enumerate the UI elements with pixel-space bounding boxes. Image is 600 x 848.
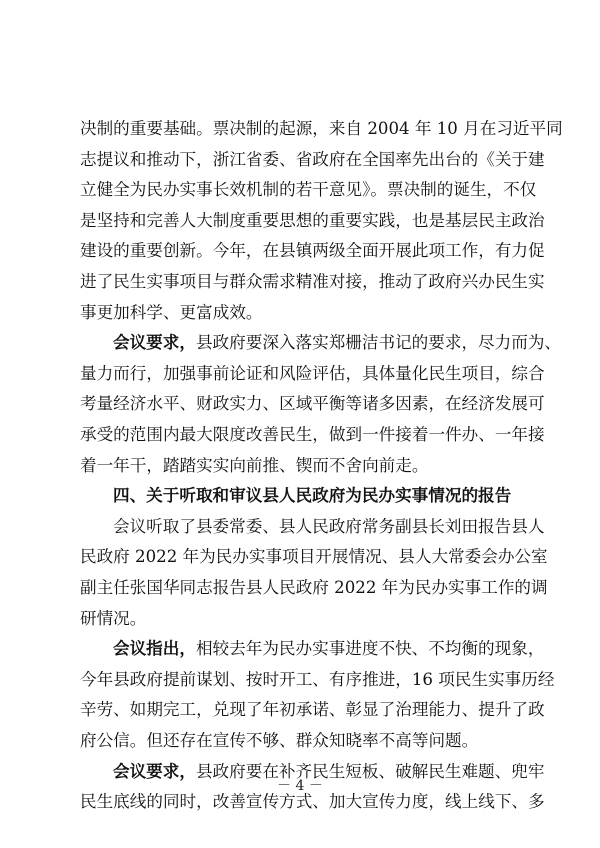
paragraph-text: 县政府要深入落实郑栅洁书记的要求，尽力而为、: [195, 333, 562, 353]
section-heading: 四、关于听取和审议县人民政府为民办实事情况的报告: [113, 486, 512, 506]
paragraph-lead: 会议要求，: [113, 333, 196, 353]
paragraph-line: 是坚持和完善人大制度重要思想的重要实践，也是基层民主政治: [80, 210, 545, 230]
paragraph-first-line: [80, 328, 562, 358]
paragraph-line: 量力而行，加强事前论证和风险评估，具体量化民生项目，综合: [80, 363, 545, 383]
paragraph-line: 考量经济水平、财政实力、区域平衡等诸多因素，在经济发展可: [80, 394, 545, 414]
paragraph-line: 立健全为民办实事长效机制的若干意见》。票决制的诞生，不仅: [80, 180, 537, 200]
paragraph-line: 民政府 2022 年为民办实事项目开展情况、县人大常委会办公室: [80, 547, 548, 567]
paragraph-line: 研情况。: [80, 608, 147, 628]
paragraph-line: 志提议和推动下，浙江省委、省政府在全国率先出台的《关于建: [80, 149, 545, 169]
paragraph-line: 承受的范围内最大限度改善民生，做到一件接着一件办、一年接: [80, 425, 545, 444]
paragraph-line: 府公信。但还存在宣传不够、群众知晓率不高等问题。: [80, 731, 479, 750]
paragraph-line: 会议听取了县委常委、县人民政府常务副县长刘田报告县人: [113, 516, 545, 536]
page-number: － 4 －: [277, 778, 323, 794]
paragraph-first-line: [80, 757, 545, 787]
paragraph-line: 副主任张国华同志报告县人民政府 2022 年为民办实事工作的调: [80, 578, 548, 597]
paragraph-line: 进了民生实事项目与群众需求精准对接，推动了政府兴办民生实: [80, 272, 545, 291]
paragraph-line: 辛劳、如期完工，兑现了年初承诺、彰显了治理能力、提升了政: [80, 700, 545, 720]
paragraph-lead: 会议指出，: [113, 639, 196, 659]
paragraph-line: 今年县政府提前谋划、按时开工、有序推进，16 项民生实事历经: [80, 669, 555, 689]
paragraph-text: 县政府要在补齐民生短板、破解民生难题、兜牢: [195, 761, 545, 781]
paragraph-line: 着一年干，踏踏实实向前推、锲而不舍向前走。: [80, 455, 429, 475]
paragraph-line: 决制的重要基础。票决制的起源，来自 2004 年 10 月在习近平同: [80, 119, 563, 138]
paragraph-first-line: [80, 634, 545, 664]
paragraph-text: 相较去年为民办实事进度不快、不均衡的现象，: [195, 639, 545, 659]
paragraph-line: 民生底线的同时，改善宣传方式、加大宣传力度，线上线下、多: [80, 792, 545, 812]
paragraph-line: 事更加科学、更富成效。: [80, 302, 263, 322]
paragraph-lead: 会议要求，: [113, 761, 196, 781]
paragraph-line: 建设的重要创新。今年，在县镇两级全面开展此项工作，有力促: [80, 241, 545, 261]
